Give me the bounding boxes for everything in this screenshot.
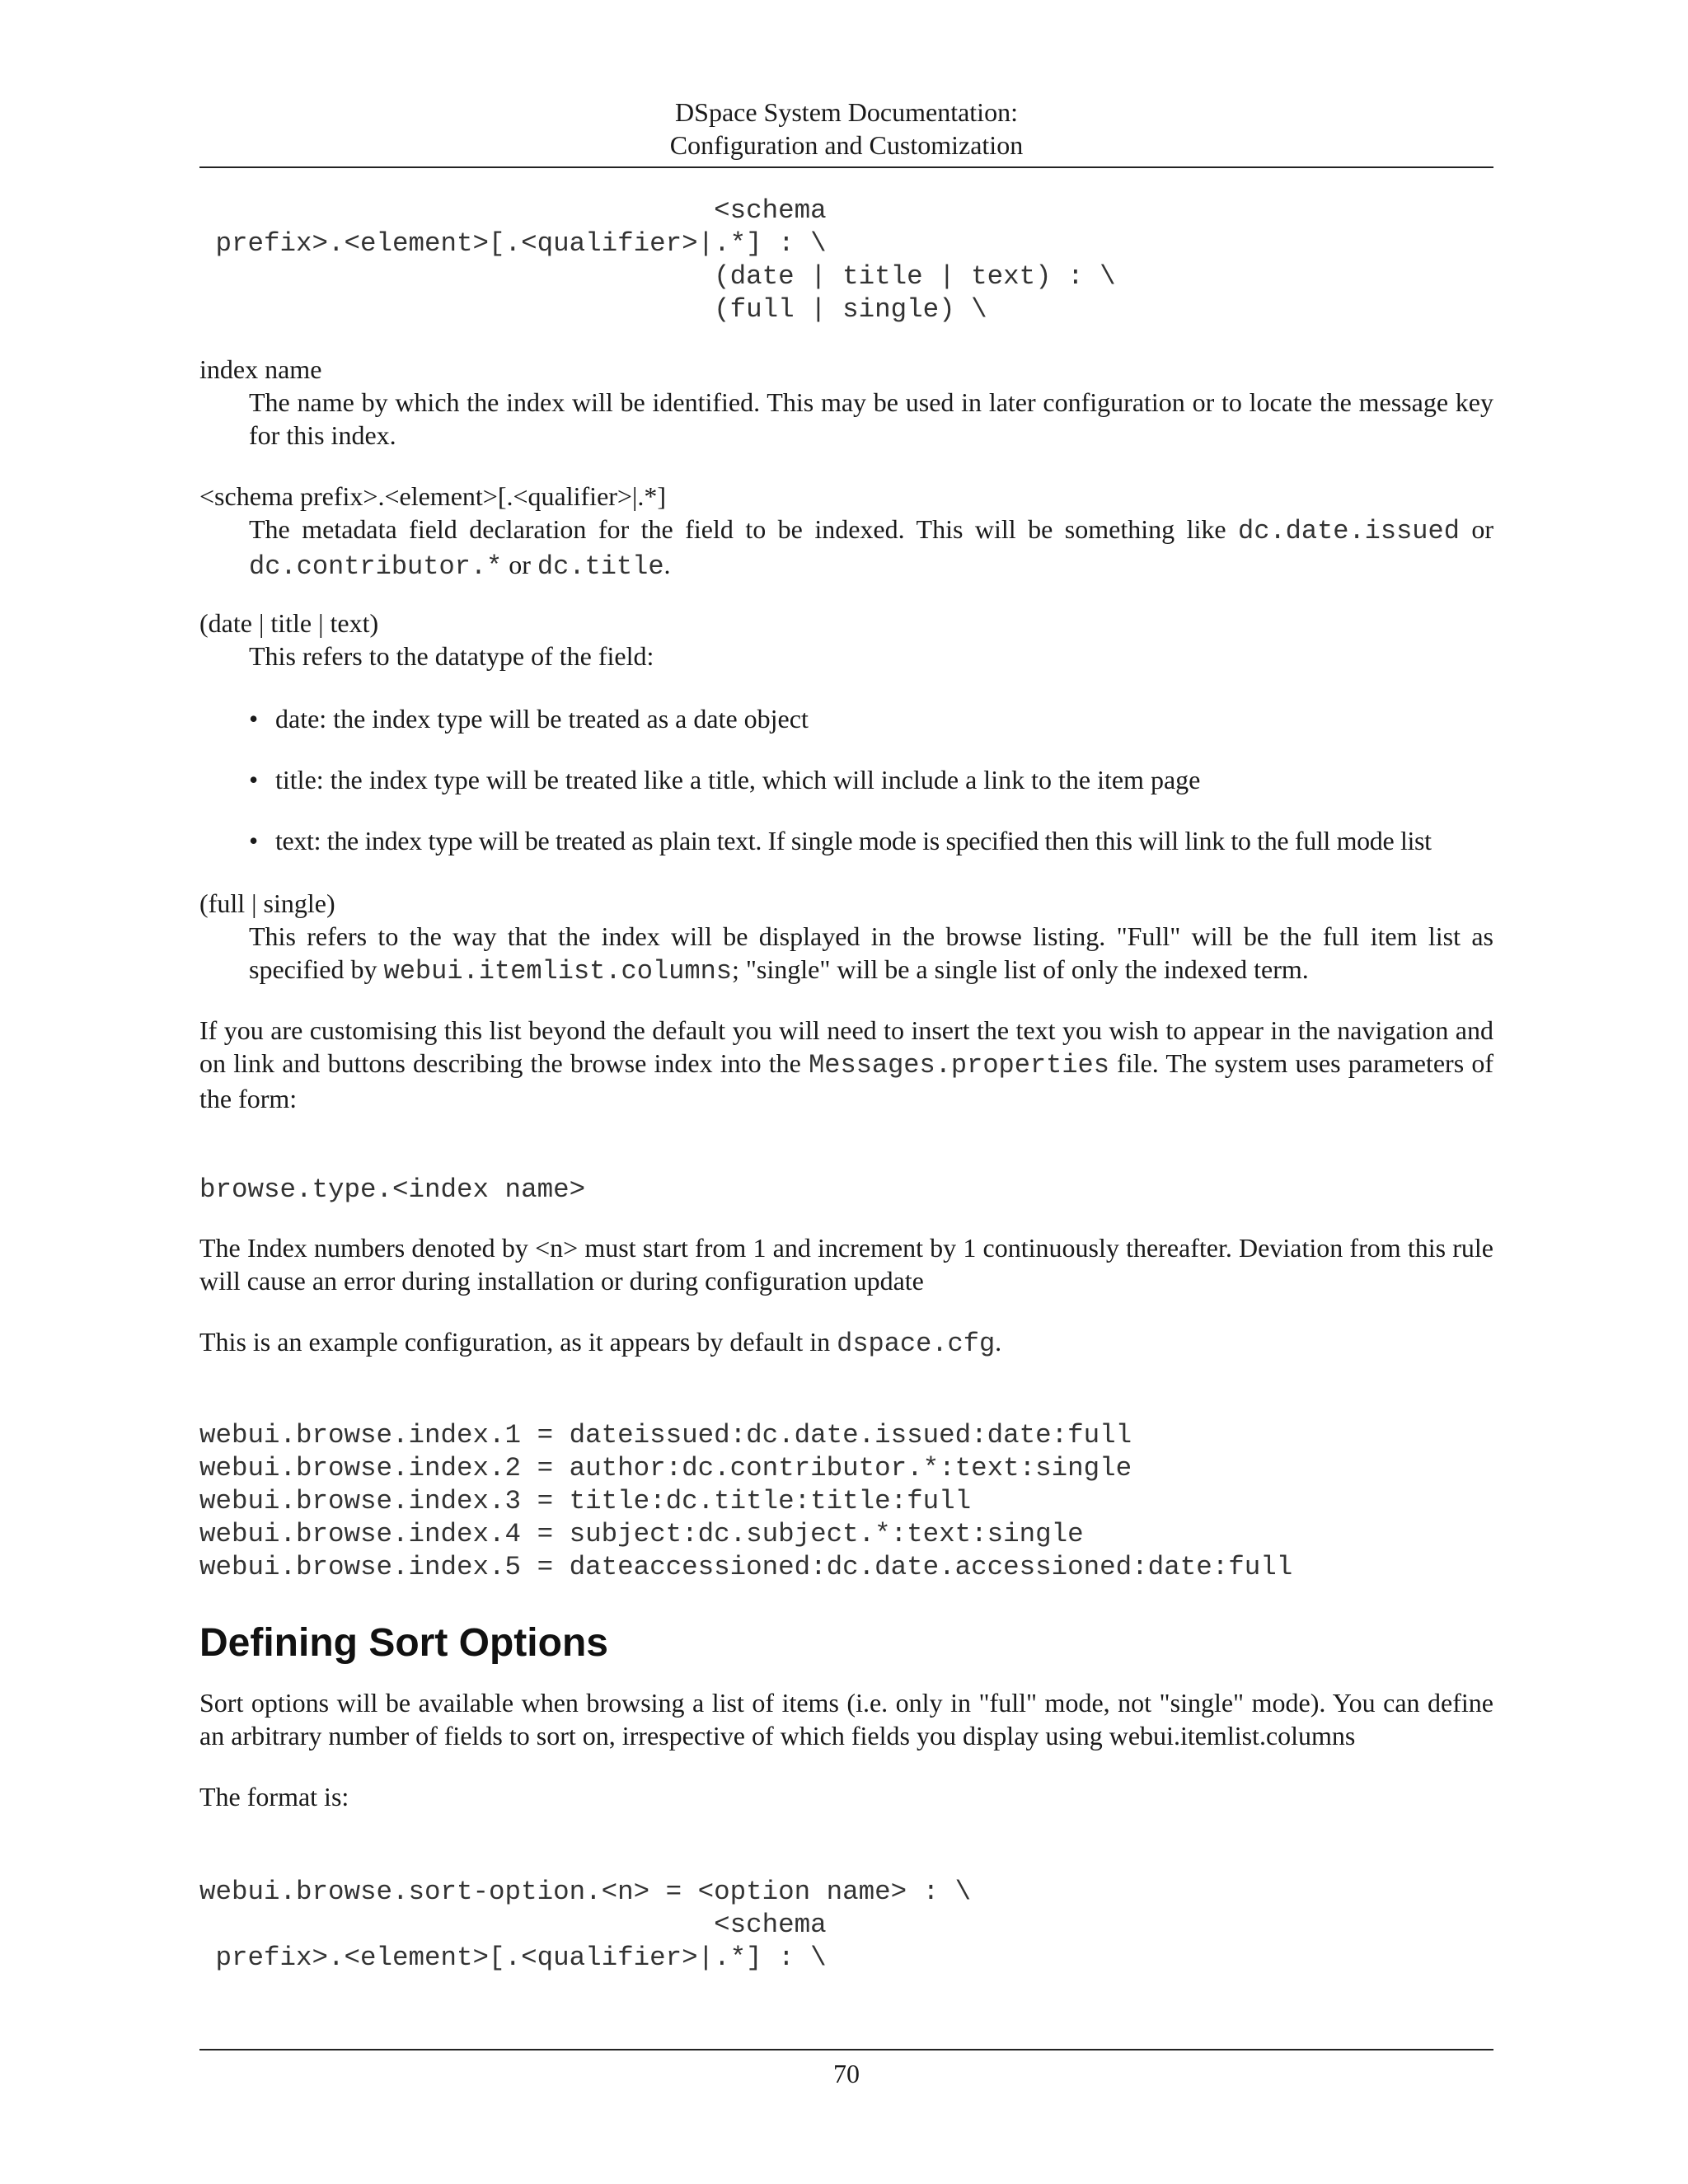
page-header [199, 96, 1493, 162]
paragraph-customise [199, 1014, 1493, 1115]
def-text: or [1459, 514, 1494, 544]
inline-code: Messages.properties [809, 1050, 1109, 1080]
term-datatype: (date | title | text) [199, 608, 379, 638]
term-mode: (full | single) [199, 888, 335, 918]
inline-code: dc.date.issued [1238, 516, 1460, 546]
paragraph-text: This is an example configuration, as it appears by default in [199, 1327, 837, 1357]
def-mode [249, 920, 1493, 988]
paragraph-format: The format is: [199, 1782, 349, 1811]
def-datatype: This refers to the datatype of the field: [249, 641, 654, 671]
list-item-text: text: the index type will be treated as plain text. If single mode is specified then this will link to the full mode list [275, 826, 1432, 855]
code-block-index-format: <schema prefix>.<element>[.<qualifier>|.*] : \ (date | title | text) : \ (full | single) \ [215, 195, 1116, 325]
bullet-icon: • [249, 704, 259, 733]
def-text: The metadata field declaration for the field to be indexed. This will be something like [249, 514, 1239, 544]
def-text: This refers to the way that the index will be displayed in the browse listing. "Full" will be the full item list as specified by [249, 921, 1493, 984]
list-item-text: date: the index type will be treated as a date object [275, 704, 809, 733]
header-subtitle: Configuration and Customization [669, 130, 1024, 160]
paragraph-sort: Sort options will be available when browsing a list of items (i.e. only in "full" mode, not "single" mode). You can define an arbitrary number of fields to sort on, irrespective of which fields you display using webui.itemlist.columns [199, 1688, 1493, 1750]
code-block-example-config: webui.browse.index.1 = dateissued:dc.date.issued:date:full webui.browse.index.2 = author:dc.contributor.*:text:single webui.browse.index.3 = title:dc.title:title:full webui.browse.index.4 = subject:dc.subject.*:text:single webui.browse.index.5 = dateaccessioned:dc.date.accessioned:date:full [199, 1420, 1293, 1582]
def-text: . [663, 550, 671, 579]
footer-rule [199, 2049, 1493, 2050]
def-text: ; "single" will be a single list of only the indexed term. [731, 954, 1309, 984]
page-number: 70 [833, 2059, 860, 2088]
header-title: DSpace System Documentation: [675, 97, 1018, 127]
term-index-name: index name [199, 354, 322, 384]
code-block-sort-format: webui.browse.sort-option.<n> = <option name> : \ <schema prefix>.<element>[.<qualifier>|.*] : \ [199, 1877, 972, 1973]
section-heading: Defining Sort Options [199, 1621, 608, 1665]
def-schema-prefix [249, 513, 1493, 583]
bullet-icon: • [249, 765, 259, 794]
paragraph-text: If you are customising this list beyond the default you will need to insert the text you wish to appear in the navigation and on link and buttons describing the browse index into the [199, 1015, 1493, 1078]
paragraph-example [199, 1325, 1493, 1361]
inline-code: dc.title [537, 551, 664, 582]
bullet-icon: • [249, 826, 259, 855]
paragraph-text: . [995, 1327, 1002, 1357]
header-rule [199, 166, 1493, 168]
term-schema-prefix: <schema prefix>.<element>[.<qualifier>|.*] [199, 481, 667, 511]
inline-code: webui.itemlist.columns [383, 956, 732, 987]
code-block-browse-type: browse.type.<index name> [199, 1174, 586, 1205]
inline-code: dc.contributor.* [249, 551, 503, 582]
paragraph-text: file. The system uses parameters of the form: [199, 1048, 1494, 1113]
inline-code: dspace.cfg [837, 1329, 996, 1359]
paragraph-index-numbers: The Index numbers denoted by <n> must start from 1 and increment by 1 continuously thereafter. Deviation from this rule will cause an error during installation or during configuration update [199, 1233, 1493, 1296]
def-text: or [502, 550, 537, 579]
def-index-name: The name by which the index will be identified. This may be used in later configuration or to locate the message key for this index. [249, 387, 1493, 450]
list-item-text: title: the index type will be treated like a title, which will include a link to the item page [275, 765, 1201, 794]
